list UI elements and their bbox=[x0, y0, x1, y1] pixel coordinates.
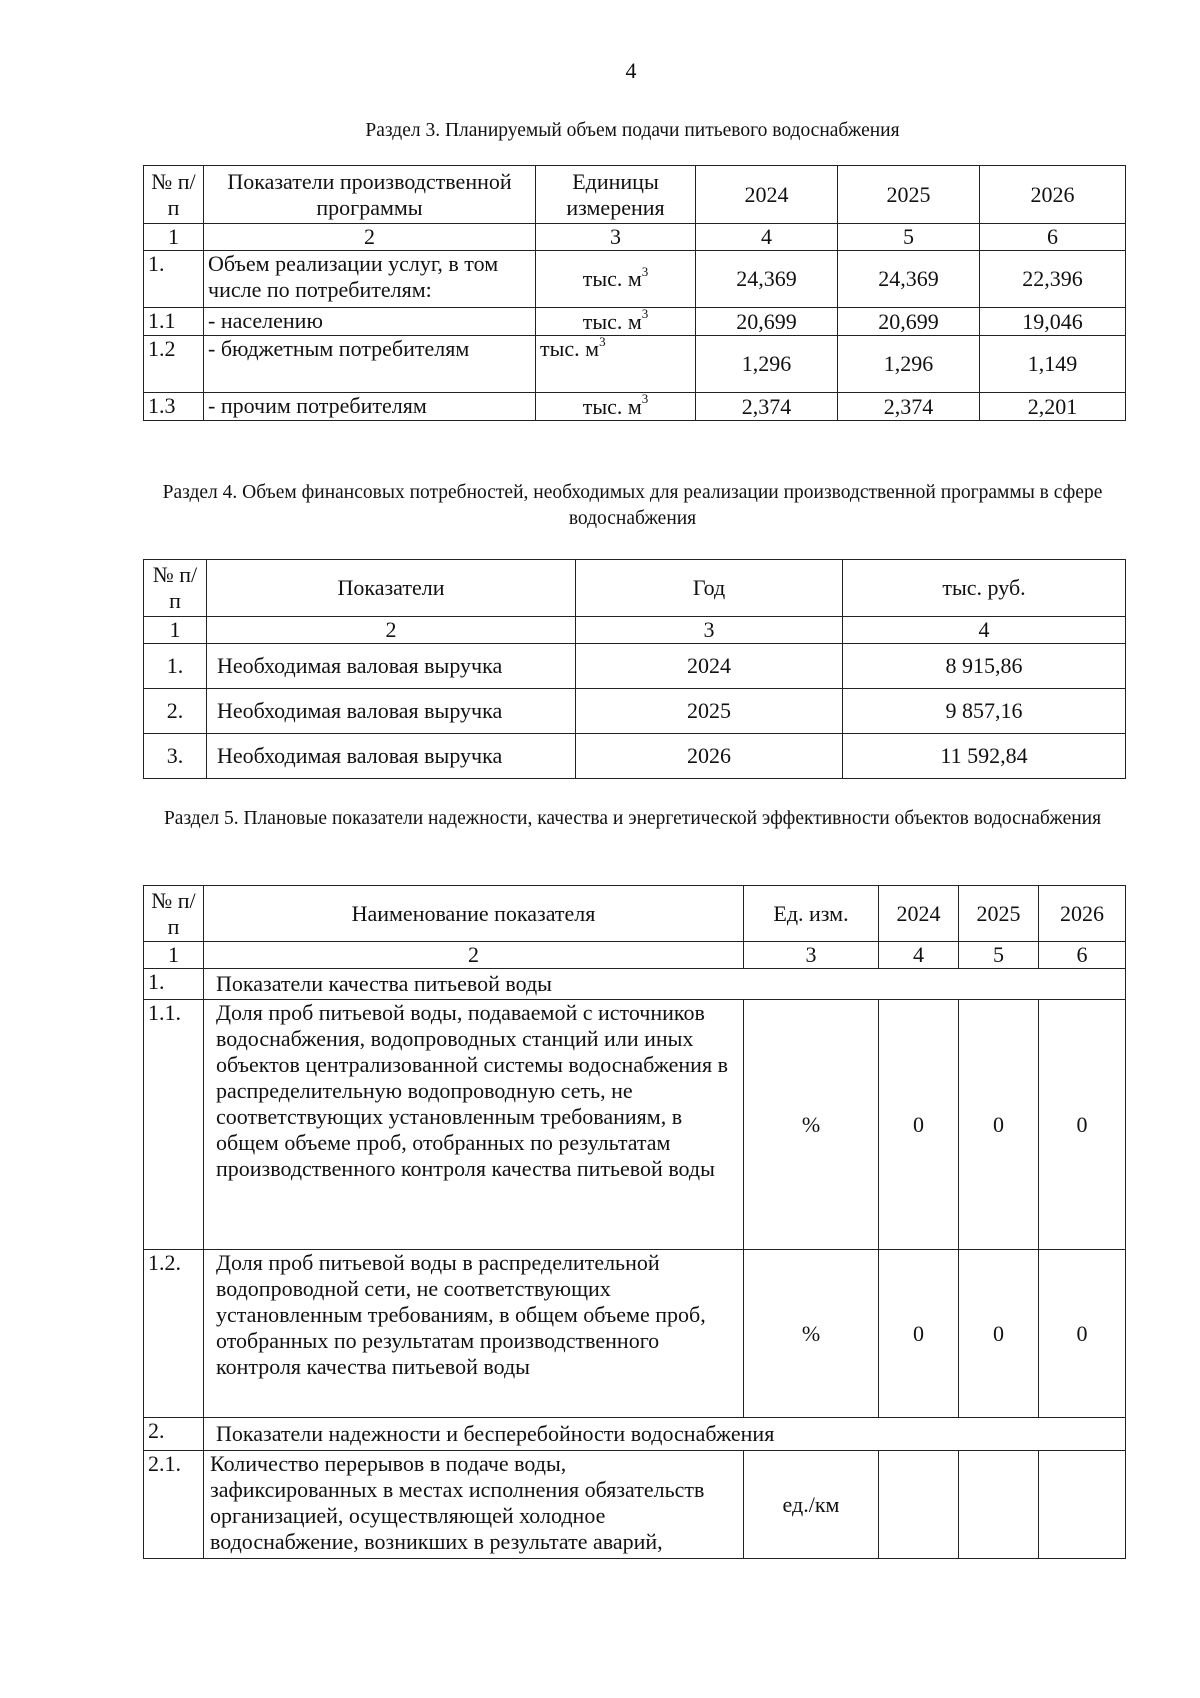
value-2024 bbox=[879, 1451, 959, 1559]
unit-text: тыс. м bbox=[540, 336, 600, 361]
value-2025: 20,699 bbox=[838, 308, 980, 336]
row-number: 1. bbox=[144, 644, 207, 689]
column-number: 6 bbox=[980, 224, 1126, 251]
column-number: 5 bbox=[959, 942, 1039, 969]
indicator-name: - прочим потребителям bbox=[204, 393, 536, 421]
column-number: 2 bbox=[207, 617, 576, 644]
header-cell: 2025 bbox=[959, 886, 1039, 942]
row-number: 1.2. bbox=[144, 1250, 204, 1418]
table-row bbox=[144, 251, 1126, 308]
unit-superscript: 3 bbox=[641, 263, 649, 279]
row-number: 3. bbox=[144, 734, 207, 779]
value-2024: 20,699 bbox=[696, 308, 838, 336]
table-row bbox=[144, 308, 1126, 336]
value-2025: 24,369 bbox=[838, 251, 980, 308]
column-number: 2 bbox=[204, 224, 536, 251]
row-number: 1.1. bbox=[144, 1000, 204, 1250]
indicator-name: Доля проб питьевой воды, подаваемой с источников водоснабжения, водопроводных станций или иных объектов централизованной системы водоснабжения в распределительную водопроводную сеть, не соответствующих установленным требованиям, в общем объеме проб, отобранных по результатам производственного контроля качества питьевой воды bbox=[204, 1000, 744, 1250]
header-cell: Год bbox=[576, 560, 843, 617]
section-4-title: Раздел 4. Объем финансовых потребностей, необходимых для реализации производственной программы в сфере водоснабжения bbox=[162, 482, 1103, 529]
column-number: 2 bbox=[204, 942, 744, 969]
table-row bbox=[144, 644, 1126, 689]
table-header-row bbox=[144, 166, 1126, 224]
column-number: 4 bbox=[843, 617, 1126, 644]
value-2025: 2,374 bbox=[838, 393, 980, 421]
table-row bbox=[144, 1000, 1126, 1250]
header-cell: Показатели bbox=[207, 560, 576, 617]
unit-text: тыс. м bbox=[582, 266, 642, 291]
unit-cell bbox=[536, 393, 696, 421]
amount-cell: 11 592,84 bbox=[843, 734, 1126, 779]
unit-cell bbox=[536, 308, 696, 336]
header-cell: Единицы измерения bbox=[536, 166, 696, 224]
year-cell: 2026 bbox=[576, 734, 843, 779]
section-3-table bbox=[143, 165, 1126, 421]
table-row bbox=[144, 393, 1126, 421]
section-5-table bbox=[143, 885, 1126, 1559]
column-number: 1 bbox=[144, 617, 207, 644]
group-row bbox=[144, 1418, 1126, 1451]
value-2025: 0 bbox=[959, 1000, 1039, 1250]
header-cell: 2024 bbox=[696, 166, 838, 224]
column-number: 6 bbox=[1039, 942, 1126, 969]
value-2024: 1,296 bbox=[696, 336, 838, 393]
header-cell: 2026 bbox=[980, 166, 1126, 224]
value-2024: 0 bbox=[879, 1250, 959, 1418]
unit-cell bbox=[536, 251, 696, 308]
value-2026: 0 bbox=[1039, 1250, 1126, 1418]
header-cell: № п/п bbox=[144, 166, 204, 224]
header-cell: тыс. руб. bbox=[843, 560, 1126, 617]
group-name: Показатели надежности и бесперебойности водоснабжения bbox=[204, 1418, 1126, 1451]
column-number: 1 bbox=[144, 942, 204, 969]
row-number: 1. bbox=[144, 969, 204, 1000]
column-number-row bbox=[144, 617, 1126, 644]
row-number: 2. bbox=[144, 689, 207, 734]
table-row bbox=[144, 336, 1126, 393]
row-number: 2.1. bbox=[144, 1451, 204, 1559]
value-2025 bbox=[959, 1451, 1039, 1559]
row-number: 1. bbox=[144, 251, 204, 308]
unit-cell bbox=[536, 336, 696, 393]
header-cell: Наименование показателя bbox=[204, 886, 744, 942]
group-row bbox=[144, 969, 1126, 1000]
header-cell: Показатели производственной программы bbox=[204, 166, 536, 224]
unit-superscript: 3 bbox=[641, 392, 649, 407]
header-cell: 2025 bbox=[838, 166, 980, 224]
table-header-row bbox=[144, 886, 1126, 942]
value-2024: 2,374 bbox=[696, 393, 838, 421]
indicator-name: Необходимая валовая выручка bbox=[207, 644, 576, 689]
indicator-name: Количество перерывов в подаче воды, зафиксированных в местах исполнения обязательств организацией, осуществляющей холодное водоснабжение, возникших в результате аварий, bbox=[204, 1451, 744, 1559]
value-2026: 22,396 bbox=[980, 251, 1126, 308]
header-cell: № п/п bbox=[144, 886, 204, 942]
unit-text: тыс. м bbox=[582, 393, 642, 419]
table-row bbox=[144, 734, 1126, 779]
column-number: 4 bbox=[696, 224, 838, 251]
value-2024: 0 bbox=[879, 1000, 959, 1250]
value-2025: 1,296 bbox=[838, 336, 980, 393]
row-number: 1.3 bbox=[144, 393, 204, 421]
year-cell: 2024 bbox=[576, 644, 843, 689]
section-5-title: Раздел 5. Плановые показатели надежности, качества и энергетической эффективности объектов водоснабжения bbox=[163, 808, 1102, 829]
table-row bbox=[144, 1451, 1126, 1559]
indicator-name: - населению bbox=[204, 308, 536, 336]
amount-cell: 8 915,86 bbox=[843, 644, 1126, 689]
value-2026: 1,149 bbox=[980, 336, 1126, 393]
unit-text: тыс. м bbox=[582, 308, 642, 334]
column-number: 3 bbox=[744, 942, 879, 969]
year-cell: 2025 bbox=[576, 689, 843, 734]
row-number: 1.2 bbox=[144, 336, 204, 393]
value-2026: 2,201 bbox=[980, 393, 1126, 421]
indicator-name: Объем реализации услуг, в том числе по потребителям: bbox=[204, 251, 536, 308]
column-number: 4 bbox=[879, 942, 959, 969]
unit-cell: % bbox=[744, 1250, 879, 1418]
unit-cell: ед./км bbox=[744, 1451, 879, 1559]
row-number: 2. bbox=[144, 1418, 204, 1451]
table-row bbox=[144, 1250, 1126, 1418]
section-4-table bbox=[143, 559, 1126, 779]
table-header-row bbox=[144, 560, 1126, 617]
amount-cell: 9 857,16 bbox=[843, 689, 1126, 734]
header-cell: 2024 bbox=[879, 886, 959, 942]
value-2026: 0 bbox=[1039, 1000, 1126, 1250]
row-number: 1.1 bbox=[144, 308, 204, 336]
unit-cell: % bbox=[744, 1000, 879, 1250]
value-2025: 0 bbox=[959, 1250, 1039, 1418]
header-cell: Ед. изм. bbox=[744, 886, 879, 942]
column-number: 3 bbox=[576, 617, 843, 644]
group-name: Показатели качества питьевой воды bbox=[204, 969, 1126, 1000]
section-3-title: Раздел 3. Планируемый объем подачи питьевого водоснабжения bbox=[365, 120, 900, 141]
indicator-name: Необходимая валовая выручка bbox=[207, 734, 576, 779]
value-2026 bbox=[1039, 1451, 1126, 1559]
indicator-name: Необходимая валовая выручка bbox=[207, 689, 576, 734]
header-cell: № п/п bbox=[144, 560, 207, 617]
unit-superscript: 3 bbox=[641, 307, 649, 322]
table-row bbox=[144, 689, 1126, 734]
page-number: 4 bbox=[625, 58, 637, 83]
value-2024: 24,369 bbox=[696, 251, 838, 308]
column-number: 5 bbox=[838, 224, 980, 251]
value-2026: 19,046 bbox=[980, 308, 1126, 336]
unit-superscript: 3 bbox=[599, 335, 606, 349]
header-cell: 2026 bbox=[1039, 886, 1126, 942]
column-number-row bbox=[144, 942, 1126, 969]
column-number: 1 bbox=[144, 224, 204, 251]
column-number: 3 bbox=[536, 224, 696, 251]
indicator-name: Доля проб питьевой воды в распределительной водопроводной сети, не соответствующих установленным требованиям, в общем объеме проб, отобранных по результатам производственного контроля качества питьевой воды bbox=[204, 1250, 744, 1418]
column-number-row bbox=[144, 224, 1126, 251]
indicator-name: - бюджетным потребителям bbox=[204, 336, 536, 393]
